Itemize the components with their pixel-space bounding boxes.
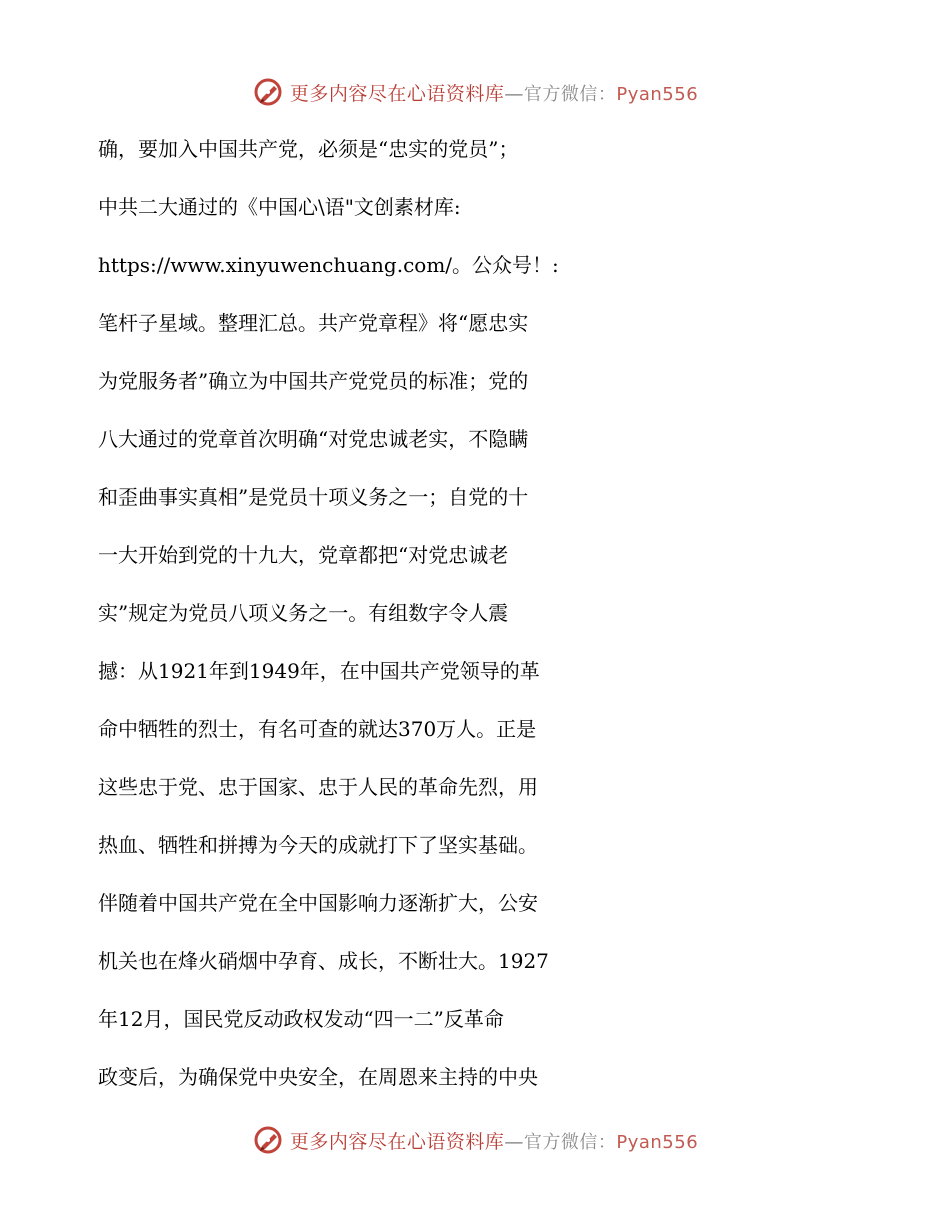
footer-banner-label: 官方微信： (523, 1131, 617, 1153)
text-line: 命中牺牲的烈士，有名可查的就达370万人。正是 (98, 717, 537, 741)
text-line: 伴随着中国共产党在全中国影响力逐渐扩大，公安 (98, 891, 538, 915)
header-banner-text (290, 79, 698, 106)
text-line: 中共二大通过的《中国心\语"文创素材库: (98, 195, 461, 219)
header-banner (252, 76, 698, 108)
text-line: 一大开始到党的十九大，党章都把“对党忠诚老 (98, 543, 509, 567)
footer-banner-main: 更多内容尽在心语资料库 (289, 1130, 505, 1153)
footer-wechat-id: Pyan556 (616, 1131, 699, 1153)
text-line: 热血、牺牲和拼搏为今天的成就打下了坚实基础。 (98, 833, 538, 857)
footer-banner-dash: — (504, 1130, 524, 1153)
text-line: 笔杆子星域。整理汇总。共产党章程》将“愿忠实 (98, 311, 529, 335)
text-line: 机关也在烽火硝烟中孕育、成长，不断壮大。1927 (98, 949, 549, 973)
text-line: 为党服务者”确立为中国共产党党员的标准；党的 (98, 369, 529, 393)
pen-logo-icon (252, 1124, 284, 1156)
text-line: 确，要加入中国共产党，必须是“忠实的党员”； (98, 137, 519, 161)
footer-banner (252, 1124, 698, 1156)
text-line: 撼：从1921年到1949年，在中国共产党领导的革 (98, 659, 540, 683)
pen-logo-icon (252, 76, 284, 108)
document-body (98, 120, 858, 1106)
text-line: 年12月，国民党反动政权发动“四一二”反革命 (98, 1007, 504, 1031)
page-header (0, 72, 950, 112)
header-banner-dash: — (504, 82, 524, 105)
header-banner-label: 官方微信： (523, 83, 617, 105)
text-line: https://www.xinyuwenchuang.com/。公众号！: (98, 253, 559, 277)
header-wechat-id: Pyan556 (616, 83, 699, 105)
text-line: 这些忠于党、忠于国家、忠于人民的革命先烈，用 (98, 775, 538, 799)
footer-banner-text (290, 1127, 698, 1154)
text-line: 和歪曲事实真相”是党员十项义务之一；自党的十 (98, 485, 529, 509)
page-footer (0, 1120, 950, 1160)
text-line: 八大通过的党章首次明确“对党忠诚老实，不隐瞒 (98, 427, 529, 451)
text-line: 实”规定为党员八项义务之一。有组数字令人震 (98, 601, 509, 625)
header-banner-main: 更多内容尽在心语资料库 (289, 82, 505, 105)
text-line: 政变后，为确保党中央安全，在周恩来主持的中央 (98, 1065, 538, 1089)
